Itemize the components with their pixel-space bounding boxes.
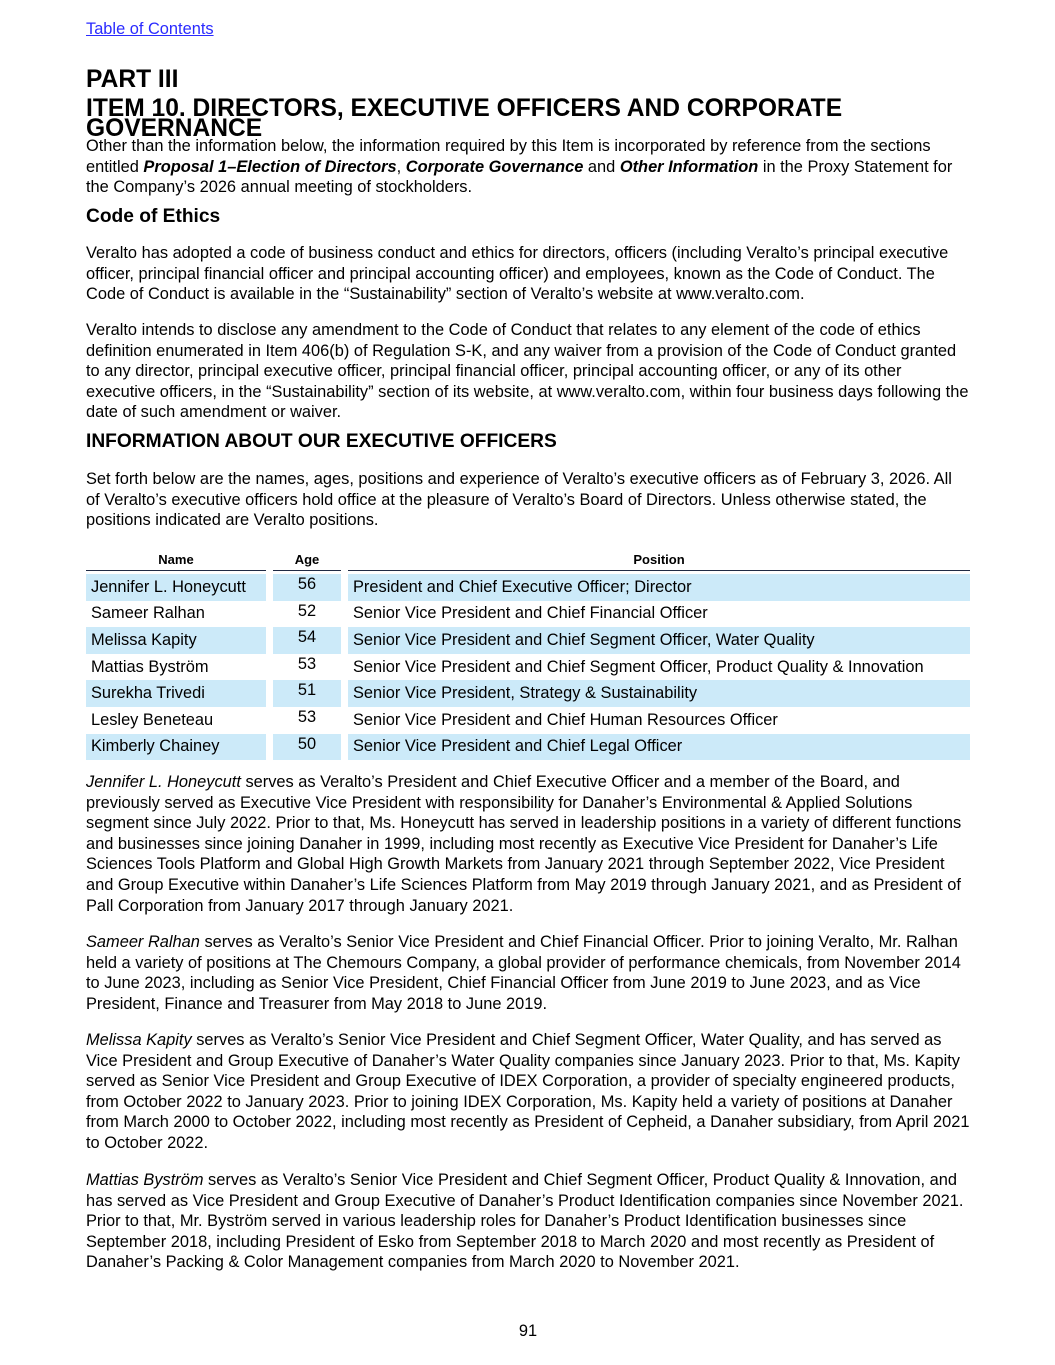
intro-paragraph	[86, 136, 970, 198]
intro-text: and	[583, 157, 620, 176]
table-row	[86, 680, 970, 707]
proxy-section-ref: Other Information	[619, 157, 759, 176]
officer-position: Senior Vice President and Chief Legal Officer	[348, 734, 970, 761]
officer-position: Senior Vice President, Strategy & Sustainability	[348, 680, 970, 707]
bio-name: Mattias Byström	[86, 1171, 204, 1189]
bio-paragraph	[86, 1170, 970, 1273]
officer-age: 54	[273, 627, 341, 654]
officer-position: President and Chief Executive Officer; Director	[348, 574, 970, 601]
intro-text: in the Proxy Statement for the Company’s 2026 annual meeting of stockholders.	[86, 157, 953, 197]
column-header-age: Age	[273, 552, 341, 571]
bio-text: serves as Veralto’s Senior Vice President and Chief Segment Officer, Water Quality, and has served as Vice President and Group Executive of Danaher’s Water Quality companies since January 2023. Prior to that, Ms. Kapity served as Senior Vice President and Group Executive of IDEX Corporation, a provider of specialty engineered products, from October 2022 to January 2023. Prior to joining IDEX Corporation, Ms. Kapity held a variety of positions at Danaher from March 2000 to October 2022, including most recently as President of Cepheid, a Danaher subsidiary, from April 2021 to October 2022.	[86, 1031, 970, 1152]
column-header-name: Name	[86, 552, 266, 571]
officer-position: Senior Vice President and Chief Segment Officer, Product Quality & Innovation	[353, 657, 924, 676]
officer-position: Senior Vice President and Chief Financial Officer	[353, 604, 708, 623]
table-row	[86, 601, 970, 628]
proxy-section-ref: Proposal 1–Election of Directors	[143, 157, 397, 176]
exec-officers-heading: INFORMATION ABOUT OUR EXECUTIVE OFFICERS	[86, 431, 557, 452]
officer-name: Sameer Ralhan	[91, 604, 205, 623]
officer-age: 56	[273, 574, 341, 601]
item-heading: ITEM 10. DIRECTORS, EXECUTIVE OFFICERS AND CORPORATE GOVERNANCE	[86, 95, 843, 142]
table-of-contents-link[interactable]: Table of Contents	[86, 20, 214, 38]
bio-text: serves as Veralto’s Senior Vice President and Chief Financial Officer. Prior to joining Veralto, Mr. Ralhan held a variety of positions at The Chemours Company, a global provider of performance chemicals, from November 2014 to June 2023, including as Senior Vice President, Chief Financial Officer from June 2019 to June 2023, and as Vice President, Finance and Treasurer from May 2018 to June 2019.	[86, 933, 961, 1013]
officer-name: Lesley Beneteau	[91, 710, 214, 729]
table-row	[86, 734, 970, 761]
table-row	[86, 574, 970, 601]
part-heading: PART III	[86, 66, 179, 93]
bio-text: serves as Veralto’s Senior Vice President and Chief Segment Officer, Product Quality & Innovation, and has served as Vice President and Group Executive of Danaher’s Product Identification companies since November 2021. Prior to that, Mr. Byström served in various leadership roles for Danaher’s Product Identification businesses since September 2018, including President of Esko from September 2018 to March 2020 and most recently as President of Danaher’s Packing & Color Management companies from March 2020 to November 2021.	[86, 1171, 964, 1272]
code-of-ethics-paragraph: Veralto has adopted a code of business conduct and ethics for directors, officers (including Veralto’s principal executive officer, principal financial officer and principal accounting officer) and employees, known as the Code of Conduct. The Code of Conduct is available in the “Sustainability” section of Veralto’s website at www.veralto.com.	[86, 244, 949, 304]
code-of-ethics-heading: Code of Ethics	[86, 206, 221, 227]
bio-name: Melissa Kapity	[86, 1031, 192, 1049]
table-row	[86, 707, 970, 734]
bio-paragraph	[86, 1030, 970, 1154]
officer-position: Senior Vice President and Chief Human Resources Officer	[353, 710, 778, 729]
officer-name: Melissa Kapity	[86, 627, 266, 654]
code-amendment-paragraph: Veralto intends to disclose any amendment to the Code of Conduct that relates to any element of the code of ethics definition enumerated in Item 406(b) of Regulation S-K, and any waiver from a provision of the Code of Conduct granted to any director, principal executive officer, principal financial officer, principal accounting officer, or any of its other executive officers, in the “Sustainability” section of its website, at www.veralto.com, within four business days following the date of such amendment or waiver.	[86, 321, 969, 422]
page-number: 91	[518, 1322, 538, 1340]
column-header-position: Position	[348, 552, 970, 571]
officer-age: 51	[273, 680, 341, 707]
table-row	[86, 627, 970, 654]
officer-name: Jennifer L. Honeycutt	[86, 574, 266, 601]
officer-name: Surekha Trivedi	[86, 680, 266, 707]
officer-name: Kimberly Chainey	[86, 734, 266, 761]
bio-paragraph	[86, 772, 970, 916]
executive-officers-table	[86, 552, 970, 760]
bio-name: Jennifer L. Honeycutt	[86, 773, 241, 791]
bio-name: Sameer Ralhan	[86, 933, 200, 951]
officer-age: 50	[273, 734, 341, 761]
proxy-section-ref: Corporate Governance	[405, 157, 584, 176]
officer-age: 53	[297, 654, 317, 673]
officer-name: Mattias Byström	[91, 657, 209, 676]
table-row	[86, 654, 970, 681]
bio-text: serves as Veralto’s President and Chief Executive Officer and a member of the Board, and previously served as Executive Vice President with responsibility for Danaher’s Environmental & Applied Solutions segment since July 2022. Prior to that, Ms. Honeycutt has served in leadership positions in a variety of different functions and businesses since joining Danaher in 1999, including most recently as Executive Vice President for Danaher’s Life Sciences Tools Platform and Global High Growth Markets from January 2021 through September 2022, Vice President and Group Executive within Danaher’s Life Sciences Platform from May 2019 through January 2021, and as President of Pall Corporation from January 2017 through January 2021.	[86, 773, 962, 915]
bio-paragraph	[86, 932, 970, 1014]
officers-table-wrap	[86, 552, 970, 760]
officer-position: Senior Vice President and Chief Segment Officer, Water Quality	[348, 627, 970, 654]
officer-age: 53	[297, 707, 317, 726]
intro-text: ,	[396, 157, 406, 176]
intro-text: Other than the information below, the information required by this Item is incorporated by reference from the sections entitled	[86, 137, 931, 176]
officer-age: 52	[297, 601, 317, 620]
exec-officers-intro: Set forth below are the names, ages, positions and experience of Veralto’s executive officers as of February 3, 2026. All of Veralto’s executive officers hold office at the pleasure of Veralto’s Board of Directors. Unless otherwise stated, the positions indicated are Veralto positions.	[86, 470, 952, 530]
